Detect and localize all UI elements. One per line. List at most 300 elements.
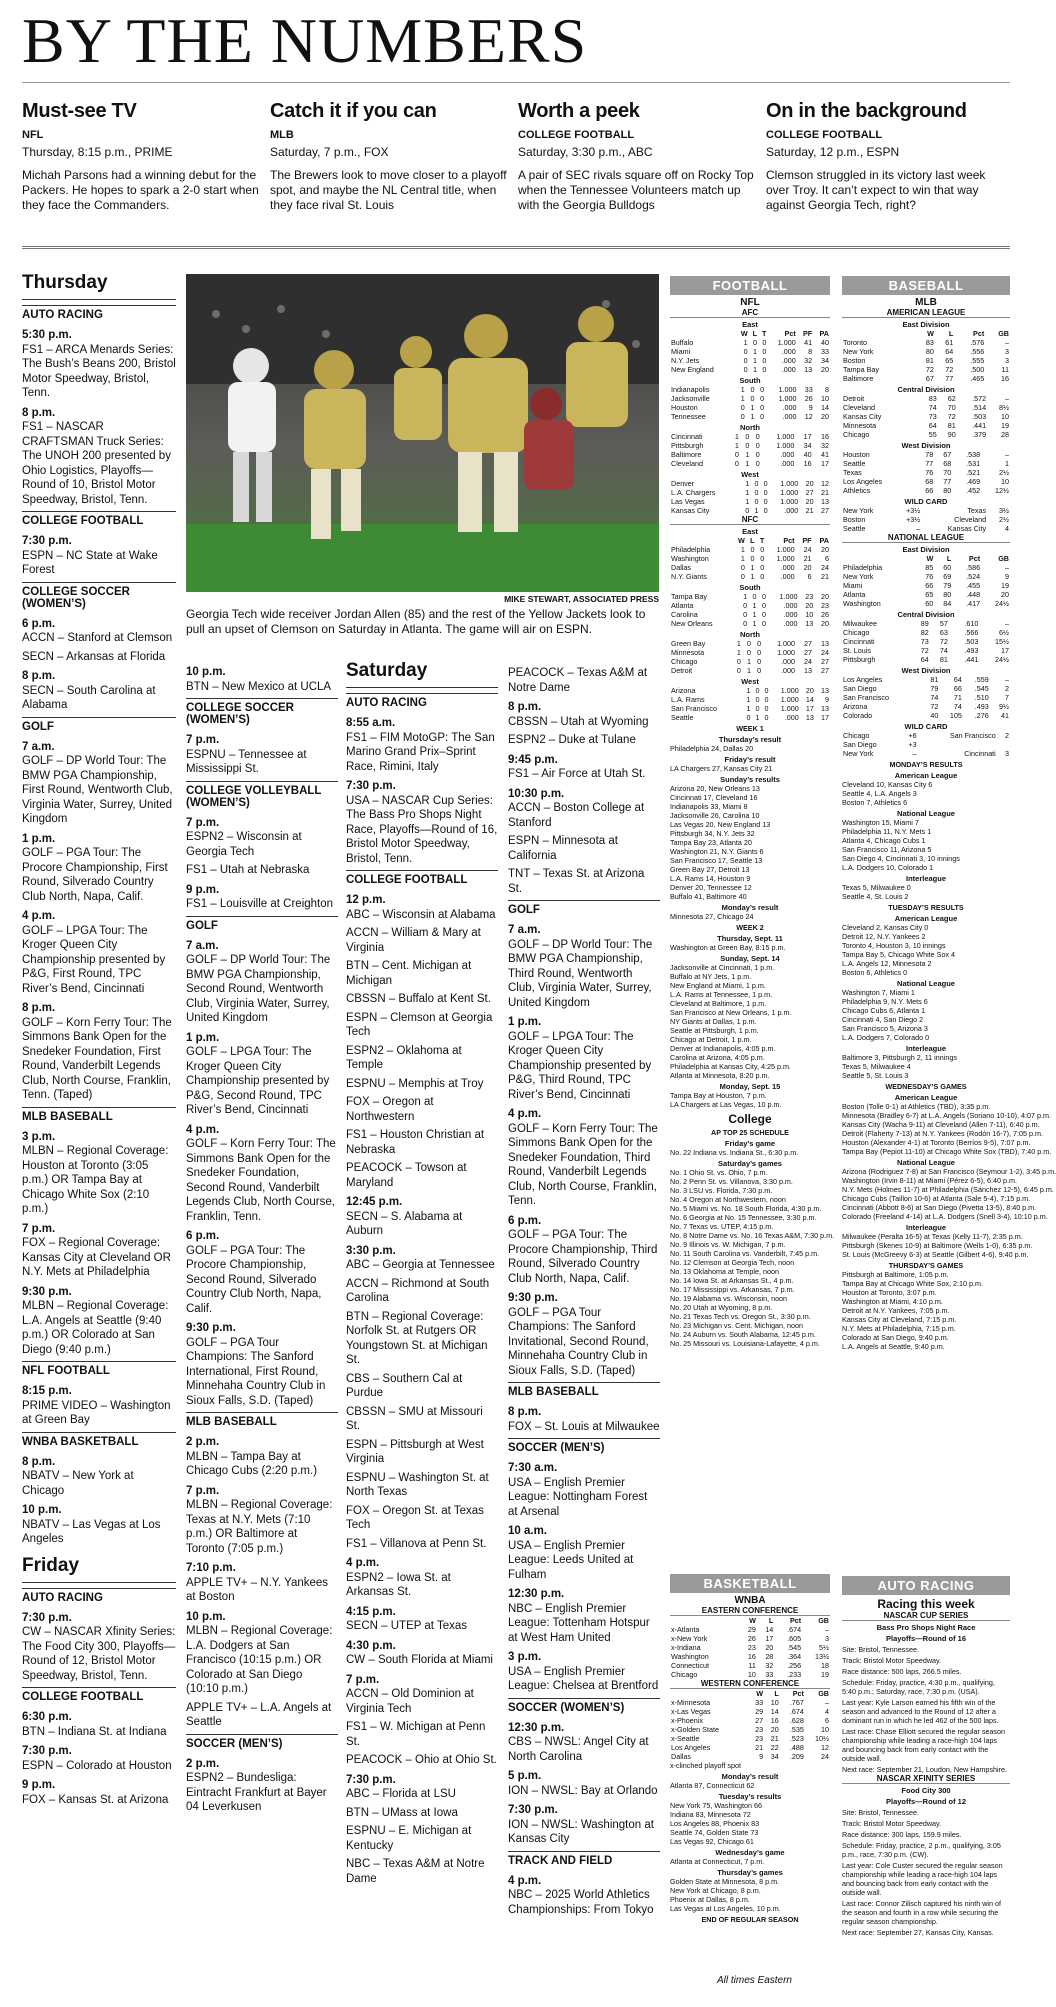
listing-entry: PEACOCK – Texas A&M at Notre Dame <box>508 667 648 694</box>
cell: 65 <box>925 590 934 599</box>
auto-racing-box <box>842 1576 1010 1937</box>
column-header: W <box>738 536 745 545</box>
cell: 0 <box>743 619 748 628</box>
column-header: L <box>750 536 755 545</box>
listing-time: 10 p.m. <box>186 666 226 678</box>
result-line: Tampa Bay at Chicago White Sox, 2:10 p.m. <box>842 1279 984 1288</box>
cell: 0 <box>760 412 765 421</box>
cell: 10 <box>1001 412 1009 421</box>
cell: 32 <box>765 1661 774 1670</box>
cell: – <box>1005 338 1009 347</box>
team-row <box>842 749 1010 758</box>
cell: 0 <box>740 403 745 412</box>
category-heading: AUTO RACING <box>22 305 176 323</box>
result-heading: Interleague <box>905 874 946 883</box>
listing-entry: NBATV – New York at Chicago <box>22 1470 134 1497</box>
result-line: Chicago at Detroit, 1 p.m. <box>670 1035 752 1044</box>
result-line: New York 75, Washington 66 <box>670 1801 763 1810</box>
cell: Texas <box>967 506 987 515</box>
section-bar-auto-racing: AUTO RACING <box>842 1576 1010 1595</box>
cell: 0 <box>746 639 751 648</box>
cell: Atlanta <box>843 590 866 599</box>
cell: 2 <box>1005 684 1009 693</box>
team-row <box>842 590 1010 599</box>
cell: Tennessee <box>671 412 706 421</box>
cell: 0 <box>746 713 751 722</box>
cell: 0 <box>764 704 769 713</box>
promo-when: Saturday, 7 p.m., FOX <box>270 145 389 159</box>
cell: 90 <box>947 430 956 439</box>
cell: .276 <box>974 711 989 720</box>
cell: 12 <box>821 1743 829 1752</box>
result-line: Denver at Indianapolis, 4:05 p.m. <box>670 1044 776 1053</box>
cell: 81 <box>947 421 956 430</box>
cell: 24½ <box>995 655 1009 664</box>
cell: 12 <box>821 479 829 488</box>
standings-table <box>670 1689 830 1761</box>
listing-time: 9:30 p.m. <box>22 1285 72 1298</box>
result-line: L.A. Rams at Tennessee, 1 p.m. <box>670 990 773 999</box>
cell: Pittsburgh <box>671 441 704 450</box>
cell: .000 <box>784 506 799 515</box>
team-row <box>670 610 830 619</box>
listing-time: 7:30 p.m. <box>346 780 396 792</box>
cell: St. Louis <box>843 646 871 655</box>
cell: 11 <box>1001 365 1009 374</box>
cell: 2 <box>1005 731 1009 740</box>
cell: 21 <box>821 572 829 581</box>
cell: .441 <box>964 655 979 664</box>
cell: 1 <box>750 412 755 421</box>
result-line: Cincinnati 4, San Diego 2 <box>842 1015 924 1024</box>
cell: 81 <box>925 356 934 365</box>
promo-box <box>518 100 756 213</box>
cell: 20 <box>803 563 812 572</box>
cell: 27 <box>821 666 829 675</box>
listing-entry: GOLF – PGA Tour: The Procore Championship, Second Round, Silverado Country Club North, Napa, Calif. <box>186 1244 322 1315</box>
cell: 23 <box>805 592 814 601</box>
result-line: N.Y. Mets at Philadelphia, 7:15 p.m. <box>842 1324 956 1333</box>
cell: 0 <box>762 365 767 374</box>
team-row <box>670 347 830 356</box>
column-header: L <box>752 329 757 338</box>
division-name: Central Division <box>897 385 955 394</box>
cell: 77 <box>943 477 952 486</box>
team-row <box>670 1652 830 1661</box>
listing-entry: BTN – New Mexico at UCLA <box>186 680 332 693</box>
baseball-standings <box>842 276 1056 1351</box>
result-line: Pittsburgh 34, N.Y. Jets 32 <box>670 829 755 838</box>
result-heading: Thursday’s games <box>717 1868 783 1877</box>
cell: 1 <box>746 704 751 713</box>
cell: 80 <box>943 590 952 599</box>
promo-sport: COLLEGE FOOTBALL <box>518 129 635 141</box>
result-heading: American League <box>894 1093 958 1102</box>
listing-time: 4:30 p.m. <box>346 1639 396 1652</box>
cell: 0 <box>761 610 766 619</box>
team-row <box>842 524 1010 533</box>
cell: .610 <box>964 619 979 628</box>
column-header: PF <box>802 329 813 338</box>
cell: 20 <box>805 601 814 610</box>
cell: Tampa Bay <box>671 592 707 601</box>
promo-when: Thursday, 8:15 p.m., PRIME <box>22 145 173 159</box>
race-detail: Site: Bristol, Tennessee. <box>842 1808 919 1817</box>
cell: San Francisco <box>949 731 996 740</box>
listing-entry: NBC – Texas A&M at Notre Dame <box>346 1858 485 1885</box>
listing-entry: USA – English Premier League: Leeds United at Fulham <box>508 1539 634 1581</box>
cell: 26 <box>747 1634 756 1643</box>
cell: San Diego <box>843 684 877 693</box>
cell: 20 <box>765 1643 774 1652</box>
listing-entry: MLBN – Tampa Bay at Chicago Cubs (2:20 p.m.) <box>186 1450 318 1477</box>
team-row <box>670 1661 830 1670</box>
listing-entry: FS1 – Villanova at Penn St. <box>346 1537 487 1550</box>
cell: 4 <box>825 1707 829 1716</box>
cell: 3 <box>1005 356 1009 365</box>
cell: 83 <box>928 394 937 403</box>
race-detail: Schedule: Friday, practice, 4:30 p.m., qualifying, 5:40 p.m.; Saturday, race, 7:30 p.m. (USA). <box>842 1678 995 1696</box>
result-line: Tampa Bay 23, Atlanta 20 <box>670 838 752 847</box>
result-line: St. Louis (McGreevy 6-3) at Seattle (Gilbert 4-6), 9:40 p.m. <box>842 1250 1029 1259</box>
listing-time: 8 p.m. <box>22 1002 56 1014</box>
column-header: GB <box>818 1689 829 1698</box>
listing-time: 2 p.m. <box>186 1436 220 1448</box>
cell: – <box>1005 450 1009 459</box>
column-header: PA <box>819 329 829 338</box>
cell: Cincinnati <box>964 749 996 758</box>
cell: .000 <box>781 365 796 374</box>
team-row <box>842 637 1010 646</box>
column-header: GB <box>998 554 1009 563</box>
cell: .488 <box>789 1743 804 1752</box>
cell: 1.000 <box>776 545 795 554</box>
result-line: Philadelphia 11, N.Y. Mets 1 <box>842 827 932 836</box>
cell: 0 <box>752 592 757 601</box>
standings-table <box>670 329 830 374</box>
cell: 0 <box>763 497 768 506</box>
cell: .545 <box>787 1643 802 1652</box>
listing-entry: CBSSN – Buffalo at Kent St. <box>346 993 491 1005</box>
cell: 0 <box>754 497 759 506</box>
listing-entry: USA – NASCAR Cup Series: The Bass Pro Shops Night Race, Playoffs—Round of 16, Bristol Motor Speedway, Bristol, Tenn. <box>346 794 498 865</box>
cell: 73 <box>928 412 937 421</box>
cell: – <box>1005 619 1009 628</box>
cell: 0 <box>740 412 745 421</box>
cell: 3 <box>825 1634 829 1643</box>
team-row <box>670 488 830 497</box>
cell: x-Minnesota <box>671 1698 711 1707</box>
cell: .586 <box>966 563 981 572</box>
result-line: Washington 15, Miami 7 <box>842 818 919 827</box>
cell: .448 <box>966 590 981 599</box>
cell: 0 <box>750 394 755 403</box>
category-heading: GOLF <box>22 717 176 735</box>
listing-entry: GOLF – PGA Tour: The Procore Championship, Third Round, Silverado Country Club North, Napa, Calif. <box>508 1229 658 1285</box>
listing-entry: FS1 – Louisville at Creighton <box>186 898 334 910</box>
cell: 77 <box>945 374 954 383</box>
cell: 20 <box>821 592 829 601</box>
cell: 0 <box>736 657 741 666</box>
cell: 33 <box>804 385 813 394</box>
cell: 1 <box>734 441 739 450</box>
cell: 34 <box>821 356 829 365</box>
result-line: San Francisco 11, Arizona 5 <box>842 845 932 854</box>
cell: Seattle <box>843 459 866 468</box>
race-round: Playoffs—Round of 16 <box>885 1634 966 1643</box>
section-bar-football: FOOTBALL <box>670 276 830 295</box>
promo-description: The Brewers look to move closer to a playoff spot, and maybe the NL Central title, when they face rival St. Louis <box>270 168 507 212</box>
cell: 33 <box>765 1670 774 1679</box>
cell: L.A. Rams <box>671 695 705 704</box>
result-heading: National League <box>897 809 955 818</box>
cell: 66 <box>925 486 934 495</box>
category-heading: COLLEGE FOOTBALL <box>346 870 498 888</box>
cell: .000 <box>780 563 795 572</box>
cell: 0 <box>740 563 745 572</box>
result-line: Detroit at N.Y. Yankees, 7:05 p.m. <box>842 1306 950 1315</box>
listing-column-3 <box>346 656 498 1890</box>
cell: 27 <box>821 506 829 515</box>
cell: 6 <box>825 554 829 563</box>
cell: .233 <box>787 1670 802 1679</box>
cell: Carolina <box>671 610 698 619</box>
cell: 70 <box>947 403 956 412</box>
race-detail: Last year: Cole Custer secured the regular season championship while leading a race-high 104 laps and bouncing back from early contact with the outside wall. <box>842 1861 1003 1897</box>
result-line: No. 1 Ohio St. vs. Ohio, 7 p.m. <box>670 1168 768 1177</box>
cell: L.A. Chargers <box>671 488 716 497</box>
column-header: Pct <box>783 536 795 545</box>
cell: 10 <box>821 394 829 403</box>
cell: 1 <box>736 648 741 657</box>
listing-time: 7 p.m. <box>22 1222 56 1235</box>
cell: .452 <box>966 486 981 495</box>
conference-name: WESTERN CONFERENCE <box>670 1679 830 1689</box>
cell: 14 <box>821 403 829 412</box>
cell: Detroit <box>843 394 865 403</box>
category-heading: GOLF <box>186 916 338 934</box>
listing-entry: PEACOCK – Ohio at Ohio St. <box>346 1754 497 1766</box>
cell: Cleveland <box>954 515 987 524</box>
result-heading: American League <box>894 771 958 780</box>
cell: .441 <box>972 421 987 430</box>
cell: 33 <box>755 1698 764 1707</box>
listing-entry: FOX – St. Louis at Milwaukee <box>508 1420 660 1433</box>
result-line: Carolina at Arizona, 4:05 p.m. <box>670 1053 765 1062</box>
result-heading: WEEK 1 <box>736 724 764 733</box>
team-row <box>842 740 1010 749</box>
listing-entry: ESPN – Pittsburgh at West Virginia <box>346 1438 484 1465</box>
category-heading: COLLEGE SOCCER (WOMEN’S) <box>22 582 176 612</box>
cell: Detroit <box>671 666 693 675</box>
listing-time: 10 p.m. <box>186 1610 226 1623</box>
cell: 24½ <box>995 599 1009 608</box>
cell: 17 <box>803 432 812 441</box>
cell: Cleveland <box>671 459 703 468</box>
listing-time: 12:45 p.m. <box>346 1196 403 1208</box>
result-line: Seattle 5, St. Louis 3 <box>842 1071 909 1080</box>
team-row <box>670 1752 830 1761</box>
listing-entry: PRIME VIDEO – Washington at Green Bay <box>22 1399 171 1426</box>
team-row <box>842 338 1010 347</box>
listing-entry: CBS – Southern Cal at Purdue <box>346 1372 463 1399</box>
cell: Boston <box>843 515 866 524</box>
result-heading: American League <box>894 914 958 923</box>
cell: Seattle <box>843 524 866 533</box>
cell: 16 <box>770 1716 779 1725</box>
cell: 0 <box>755 704 760 713</box>
race-detail: Race distance: 300 laps, 159.9 miles. <box>842 1830 962 1839</box>
listing-entry: FOX – Kansas St. at Arizona <box>22 1793 169 1806</box>
result-line: San Francisco 5, Arizona 3 <box>842 1024 928 1033</box>
cell: 0 <box>762 338 767 347</box>
cell: Houston <box>843 450 870 459</box>
category-heading: AUTO RACING <box>346 693 498 711</box>
cell: 23 <box>755 1725 764 1734</box>
cell: 16 <box>821 432 829 441</box>
listing-entry: CBSSN – SMU at Missouri St. <box>346 1405 483 1432</box>
cell: 0 <box>760 545 765 554</box>
cell: x-Seattle <box>671 1734 700 1743</box>
result-line: LA Chargers at Las Vegas, 10 p.m. <box>670 1100 782 1109</box>
listing-time: 5 p.m. <box>508 1770 542 1782</box>
listing-entry: FS1 – ARCA Menards Series: The Bush’s Beans 200, Bristol Motor Speedway, Bristol, Tenn. <box>22 343 176 399</box>
listing-time: 9:45 p.m. <box>508 753 558 766</box>
cell: 1 <box>752 610 757 619</box>
result-line: No. 21 Texas Tech vs. Oregon St., 3:30 p.m. <box>670 1312 811 1321</box>
listing-entry: FS1 – Utah at Nebraska <box>186 864 310 876</box>
result-line: Jacksonville at Cincinnati, 1 p.m. <box>670 963 775 972</box>
cell: 1 <box>750 563 755 572</box>
listing-entry: GOLF – Korn Ferry Tour: The Simmons Bank Open for the Snedeker Foundation, First Round, Vanderbilt Legends Club, North Course, Franklin, Tenn. (Taped) <box>22 1016 172 1101</box>
team-row <box>842 711 1010 720</box>
team-row <box>670 1625 830 1634</box>
team-row <box>842 628 1010 637</box>
listing-entry: ION – NWSL: Washington at Kansas City <box>508 1818 654 1845</box>
category-heading: MLB BASEBALL <box>22 1107 176 1125</box>
result-line: Philadelphia 24, Dallas 20 <box>670 744 754 753</box>
listing-time: 8 p.m. <box>508 701 542 713</box>
cell: 13 <box>821 686 829 695</box>
cell: x-Indiana <box>671 1643 701 1652</box>
cell: Green Bay <box>671 639 706 648</box>
cell: 7 <box>1005 693 1009 702</box>
column-header: Pct <box>968 554 981 563</box>
cell: 0 <box>757 657 762 666</box>
cell: 0 <box>760 403 765 412</box>
team-row <box>842 731 1010 740</box>
listing-entry: ESPNU – Washington St. at North Texas <box>346 1471 489 1498</box>
cell: 13 <box>821 704 829 713</box>
result-line: No. 20 Utah at Wyoming, 8 p.m. <box>670 1303 773 1312</box>
result-line: No. 25 Missouri vs. Louisiana-Lafayette, 4 p.m. <box>670 1339 820 1348</box>
cell: 0 <box>757 648 762 657</box>
cell: Philadelphia <box>671 545 711 554</box>
column-header: GB <box>818 1616 829 1625</box>
result-heading: TUESDAY’S RESULTS <box>888 903 964 912</box>
feature-photo <box>186 274 659 592</box>
result-line: Cleveland at Baltimore, 1 p.m. <box>670 999 767 1008</box>
cell: 0 <box>764 686 769 695</box>
promo-sport: NFL <box>22 129 44 141</box>
cell: 8½ <box>999 403 1009 412</box>
cell: 0 <box>761 592 766 601</box>
listing-time: 8 p.m. <box>22 406 56 419</box>
cell: 0 <box>745 506 750 515</box>
listing-entry: GOLF – Korn Ferry Tour: The Simmons Bank Open for the Snedeker Foundation, Second Round, Vanderbilt Legends Club, North Course, Franklin, Tenn. <box>186 1138 336 1223</box>
team-row <box>670 545 830 554</box>
cell: Colorado <box>843 711 873 720</box>
column-header: T <box>761 329 767 338</box>
team-row <box>842 655 1010 664</box>
result-line: Seattle 4, St. Louis 2 <box>842 892 909 901</box>
cell: 8 <box>825 385 829 394</box>
team-row <box>670 1643 830 1652</box>
cell: 14 <box>765 1625 774 1634</box>
listing-time: 7:30 p.m. <box>508 1804 558 1816</box>
cell: 20 <box>821 412 829 421</box>
cell: Buffalo <box>671 338 694 347</box>
team-row <box>842 356 1010 365</box>
listing-time: 4 p.m. <box>186 1123 220 1136</box>
cell: .000 <box>781 347 796 356</box>
standings-table <box>842 394 1010 439</box>
cell: 33 <box>821 347 829 356</box>
cell: 13 <box>805 619 814 628</box>
listing-entry: FOX – Oregon St. at Texas Tech <box>346 1504 484 1531</box>
cell: 73 <box>920 637 929 646</box>
cell: 1 <box>745 488 750 497</box>
cell: 72 <box>947 412 956 421</box>
cell: 78 <box>925 450 934 459</box>
cell: Washington <box>843 599 881 608</box>
promo-heading: Catch it if you can <box>270 100 437 122</box>
cell: .524 <box>966 572 981 581</box>
cell: 1.000 <box>778 394 797 403</box>
listing-time: 4 p.m. <box>22 910 56 922</box>
cell: .628 <box>789 1716 804 1725</box>
masthead-title: BY THE NUMBERS <box>22 5 588 76</box>
cell: .000 <box>782 412 797 421</box>
team-row <box>842 430 1010 439</box>
team-row <box>842 347 1010 356</box>
result-line: Arizona 20, New Orleans 13 <box>670 784 760 793</box>
cell: 27 <box>804 648 813 657</box>
team-row <box>670 432 830 441</box>
cell: 3½ <box>999 506 1009 515</box>
promo-description: Michah Parsons had a winning debut for the Packers. He hopes to spark a 2-0 start when they face the Commanders. <box>22 168 259 212</box>
standings-table <box>842 506 1010 533</box>
team-row <box>842 599 1010 608</box>
cell: Chicago <box>843 731 870 740</box>
cell: x-Las Vegas <box>671 1707 711 1716</box>
cell: 40 <box>821 338 829 347</box>
cell: 74 <box>953 702 962 711</box>
result-line: Cleveland 2, Kansas City 0 <box>842 923 929 932</box>
result-line: No. 3 LSU vs. Florida, 7:30 p.m. <box>670 1186 773 1195</box>
division-name: WILD CARD <box>904 722 948 731</box>
cell: 0 <box>745 441 750 450</box>
listing-time: 6 p.m. <box>22 617 56 630</box>
result-heading: Thursday’s result <box>718 735 782 744</box>
result-line: No. 4 Oregon at Northwestern, noon <box>670 1195 786 1204</box>
cell: 0 <box>755 432 760 441</box>
cell: Los Angeles <box>843 675 883 684</box>
cell: 9 <box>825 695 829 704</box>
cell: 1 <box>740 545 745 554</box>
listing-time: 7 p.m. <box>186 816 220 829</box>
listing-entry: MLBN – Regional Coverage: L.A. Dodgers at San Francisco (10:15 p.m.) OR Colorado at San Diego (10:10 p.m.) <box>186 1625 333 1695</box>
